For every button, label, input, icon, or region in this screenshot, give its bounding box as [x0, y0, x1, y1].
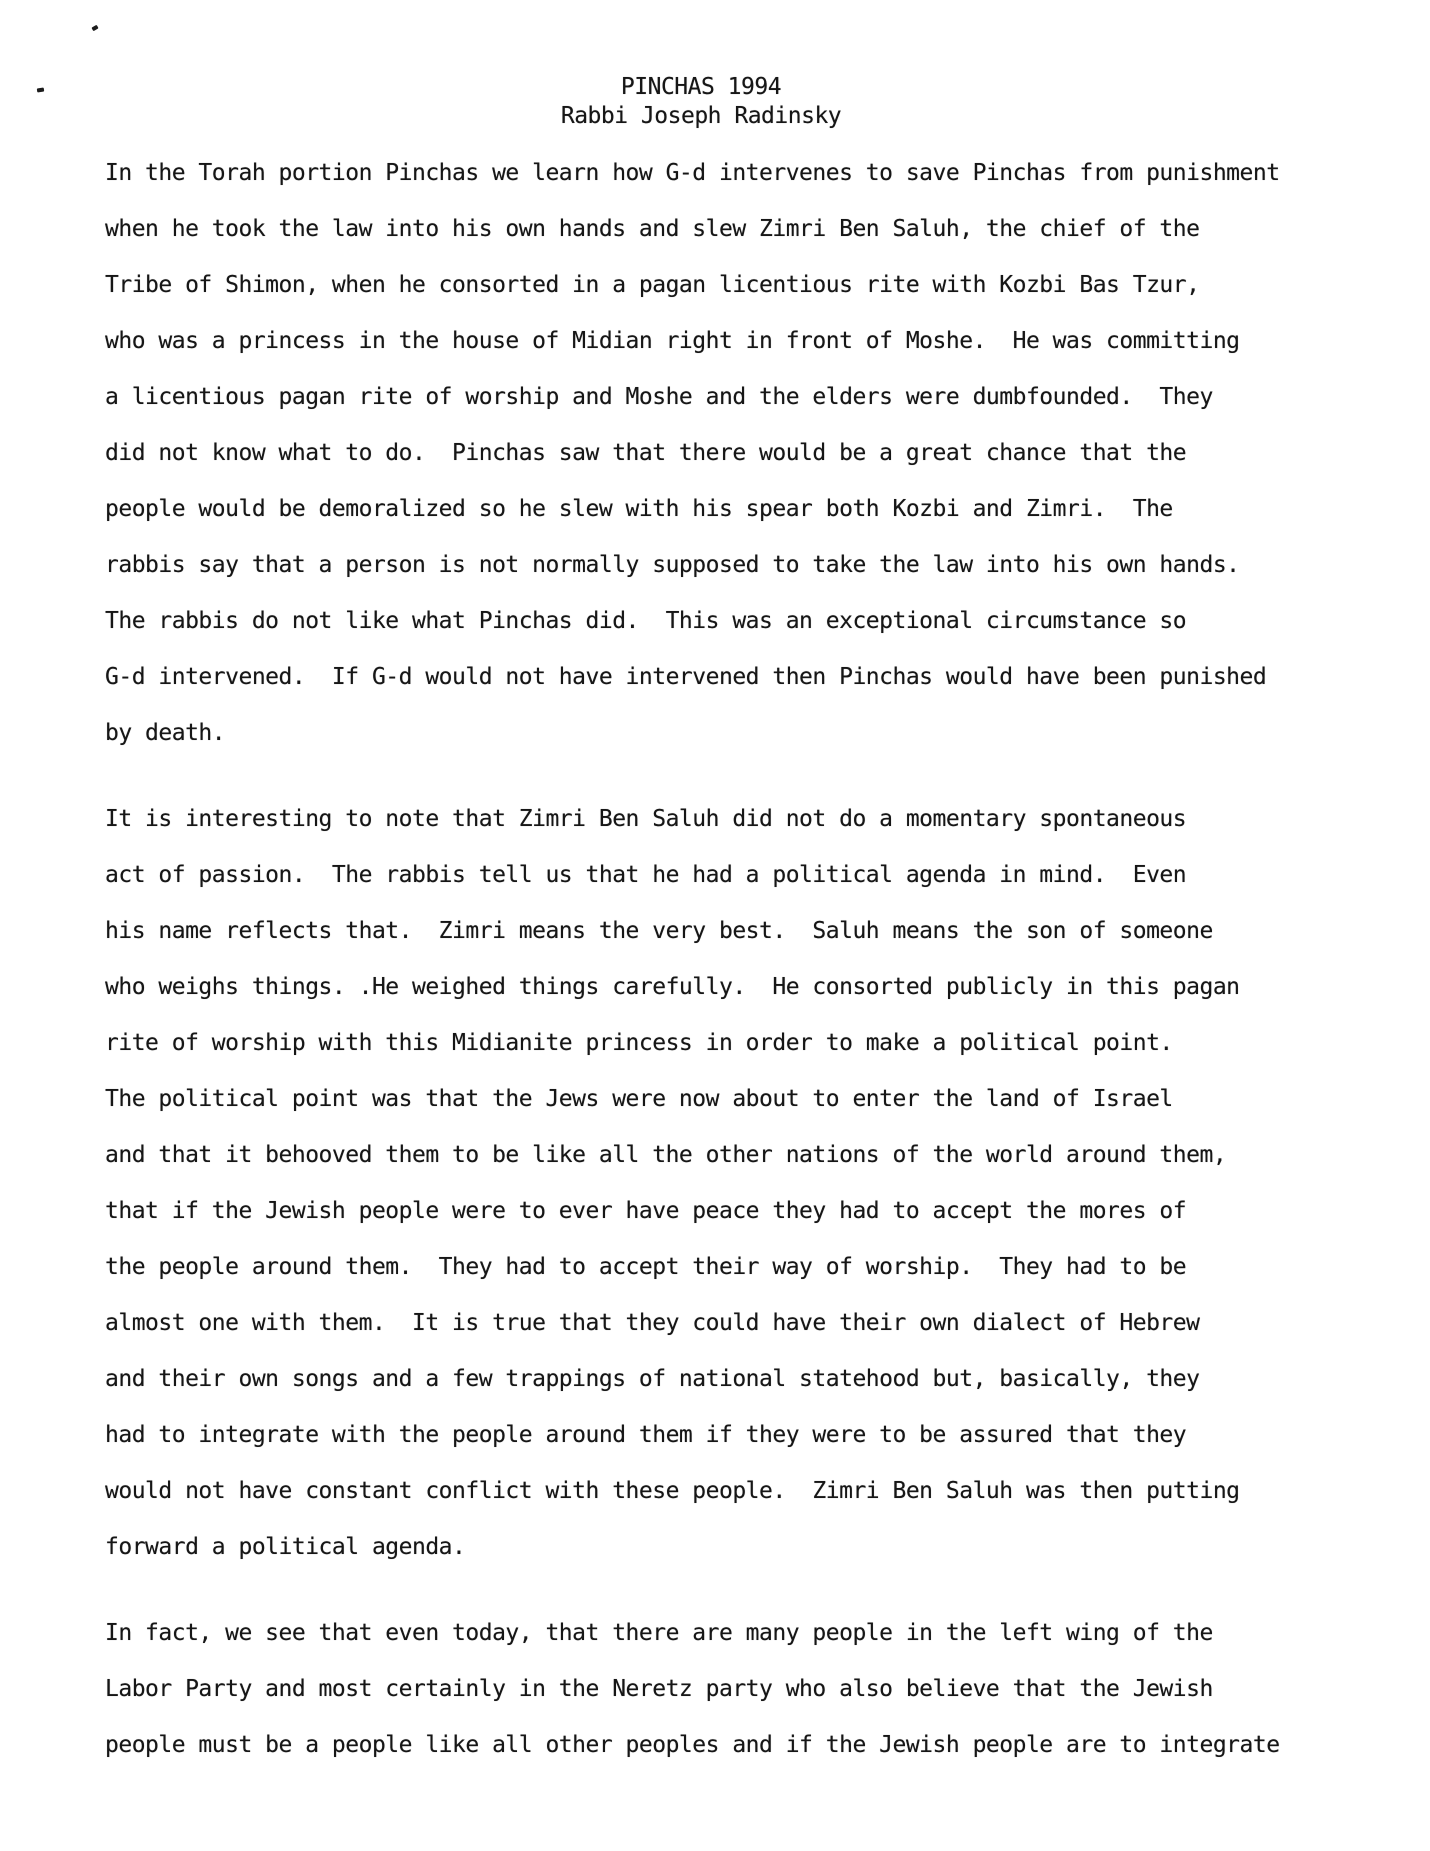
document-body: [105, 145, 1395, 1773]
text-line: a licentious pagan rite of worship and Moshe and the elders were dumbfounded. They: [105, 384, 1213, 410]
text-line: the people around them. They had to accept their way of worship. They had to be: [105, 1254, 1187, 1280]
paragraph-3: [105, 1605, 1395, 1773]
text-line: Labor Party and most certainly in the Neretz party who also believe that the Jewish: [105, 1676, 1213, 1702]
text-line: had to integrate with the people around them if they were to be assured that they: [105, 1422, 1187, 1448]
text-line: people would be demoralized so he slew with his spear both Kozbi and Zimri. The: [105, 496, 1173, 522]
document-title: PINCHAS 1994: [620, 74, 782, 100]
document-author: Rabbi Joseph Radinsky: [560, 103, 842, 129]
text-line: rabbis say that a person is not normally supposed to take the law into his own hands.: [105, 552, 1240, 578]
text-line: did not know what to do. Pinchas saw that there would be a great chance that the: [105, 440, 1187, 466]
text-line: when he took the law into his own hands and slew Zimri Ben Saluh, the chief of the: [105, 216, 1200, 242]
text-line: that if the Jewish people were to ever have peace they had to accept the mores of: [105, 1198, 1187, 1224]
text-line: almost one with them. It is true that they could have their own dialect of Hebrew: [105, 1310, 1200, 1336]
text-line: and that it behooved them to be like all the other nations of the world around them,: [105, 1142, 1227, 1168]
text-line: forward a political agenda.: [105, 1534, 466, 1560]
paragraph-2: [105, 791, 1395, 1575]
text-line: his name reflects that. Zimri means the very best. Saluh means the son of someone: [105, 918, 1213, 944]
text-line: by death.: [105, 720, 226, 746]
text-line: would not have constant conflict with these people. Zimri Ben Saluh was then putting: [105, 1478, 1240, 1504]
text-line: In the Torah portion Pinchas we learn how G-d intervenes to save Pinchas from punishment: [105, 160, 1280, 186]
text-line: who was a princess in the house of Midian right in front of Moshe. He was committing: [105, 328, 1240, 354]
text-line: The political point was that the Jews were now about to enter the land of Israel: [105, 1086, 1173, 1112]
text-line: G-d intervened. If G-d would not have intervened then Pinchas would have been punished: [105, 664, 1267, 690]
text-line: act of passion. The rabbis tell us that he had a political agenda in mind. Even: [105, 862, 1187, 888]
scan-speckle-artifact: [37, 88, 44, 93]
text-line: rite of worship with this Midianite princess in order to make a political point.: [105, 1030, 1173, 1056]
text-line: who weighs things. .He weighed things carefully. He consorted publicly in this pagan: [105, 974, 1240, 1000]
text-line: In fact, we see that even today, that there are many people in the left wing of the: [105, 1620, 1213, 1646]
text-line: people must be a people like all other peoples and if the Jewish people are to integrate: [105, 1732, 1280, 1758]
text-line: It is interesting to note that Zimri Ben Saluh did not do a momentary spontaneous: [105, 806, 1187, 832]
document-header: [105, 73, 1297, 131]
text-line: and their own songs and a few trappings of national statehood but, basically, they: [105, 1366, 1200, 1392]
text-line: Tribe of Shimon, when he consorted in a pagan licentious rite with Kozbi Bas Tzur,: [105, 272, 1200, 298]
text-line: The rabbis do not like what Pinchas did. This was an exceptional circumstance so: [105, 608, 1187, 634]
paragraph-1: [105, 145, 1395, 761]
scan-speckle-artifact: [91, 25, 98, 31]
